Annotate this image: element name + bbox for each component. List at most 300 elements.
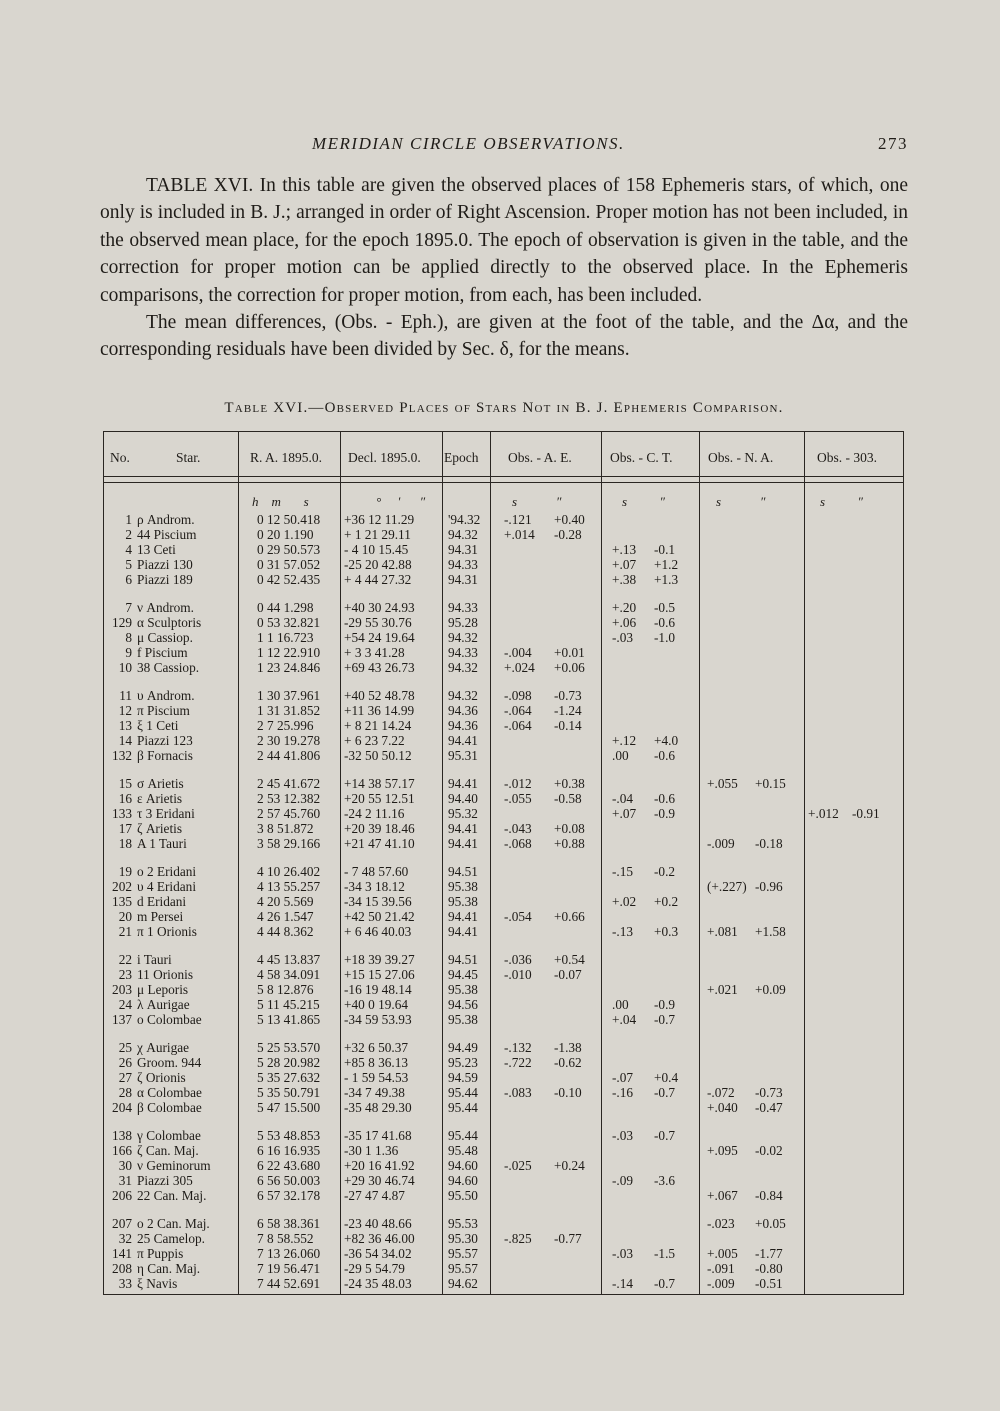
cell-number: 31 (118, 1173, 132, 1188)
cell-obs-ct-arc: +1.2 (654, 557, 679, 572)
cell-obs-ae-arc: -1.24 (554, 703, 582, 718)
cell-epoch: 95.44 (448, 1128, 478, 1143)
cell-epoch: 94.32 (448, 630, 478, 645)
cell-declination: - 4 10 15.45 (344, 542, 409, 557)
cell-obs-na-sec: -.009 (707, 836, 735, 851)
cell-number: 13 (118, 718, 132, 733)
cell-epoch: 94.41 (448, 836, 478, 851)
cell-declination: -29 55 30.76 (344, 615, 412, 630)
cell-right-ascension: 3 58 29.166 (257, 836, 321, 851)
cell-obs-na-sec: +.021 (707, 982, 738, 997)
table-row (104, 1100, 903, 1115)
cell-number: 132 (112, 748, 132, 763)
cell-obs-ct-sec: +.12 (612, 733, 637, 748)
cell-right-ascension: 4 44 8.362 (257, 924, 314, 939)
cell-star: Piazzi 305 (137, 1173, 193, 1188)
cell-epoch: 95.38 (448, 894, 478, 909)
cell-obs-ct-sec: -.16 (612, 1085, 634, 1100)
table-row (104, 1276, 903, 1291)
units-na: s ″ (716, 494, 766, 509)
cell-number: 9 (125, 645, 132, 660)
cell-right-ascension: 6 58 38.361 (257, 1216, 321, 1231)
cell-right-ascension: 7 8 58.552 (257, 1231, 314, 1246)
cell-number: 10 (118, 660, 132, 675)
header-no: No. (110, 450, 130, 465)
table-row (104, 821, 903, 836)
cell-star: π 1 Orionis (137, 924, 197, 939)
table-row (104, 1055, 903, 1070)
cell-obs-ct-arc: -0.6 (654, 615, 676, 630)
cell-epoch: 94.31 (448, 572, 478, 587)
cell-epoch: 94.33 (448, 600, 478, 615)
cell-right-ascension: 0 12 50.418 (257, 512, 321, 527)
cell-obs-ae-sec: -.132 (504, 1040, 532, 1055)
cell-obs-ct-arc: -0.6 (654, 748, 676, 763)
cell-star: μ Cassiop. (137, 630, 193, 645)
cell-number: 166 (112, 1143, 132, 1158)
table-row (104, 776, 903, 791)
table-row (104, 791, 903, 806)
cell-obs-ae-sec: -.036 (504, 952, 532, 967)
cell-declination: + 1 21 29.11 (344, 527, 411, 542)
cell-declination: +20 16 41.92 (344, 1158, 415, 1173)
cell-star: ξ Navis (137, 1276, 178, 1291)
cell-declination: +36 12 11.29 (344, 512, 415, 527)
cell-obs-ae-arc: -0.10 (554, 1085, 582, 1100)
cell-epoch: 94.45 (448, 967, 478, 982)
cell-obs-na-arc: -0.18 (755, 836, 783, 851)
cell-obs-ae-sec: -.098 (504, 688, 532, 703)
cell-obs-ae-arc: -0.73 (554, 688, 582, 703)
cell-obs-ae-arc: +0.24 (554, 1158, 585, 1173)
table-row (104, 836, 903, 851)
cell-right-ascension: 7 19 56.471 (257, 1261, 321, 1276)
units-ae: s ″ (512, 494, 562, 509)
cell-obs-ae-sec: -.043 (504, 821, 532, 836)
cell-epoch: 95.44 (448, 1085, 478, 1100)
cell-obs-ae-arc: +0.88 (554, 836, 585, 851)
cell-right-ascension: 3 8 51.872 (257, 821, 314, 836)
cell-star: α Colombae (137, 1085, 202, 1100)
cell-number: 208 (112, 1261, 132, 1276)
table-row (104, 1085, 903, 1100)
cell-right-ascension: 5 35 27.632 (257, 1070, 321, 1085)
table-row (104, 718, 903, 733)
cell-number: 20 (118, 909, 132, 924)
cell-obs-ct-sec: +.13 (612, 542, 637, 557)
header-epoch: Epoch (444, 450, 479, 465)
header-obs-ct: Obs. - C. T. (610, 450, 673, 465)
table-row (104, 982, 903, 997)
cell-obs-ae-arc: +0.01 (554, 645, 585, 660)
header-decl: Decl. 1895.0. (348, 450, 421, 465)
page-number: 273 (878, 134, 908, 153)
cell-obs-ct-sec: .00 (612, 997, 629, 1012)
cell-declination: +20 55 12.51 (344, 791, 415, 806)
cell-number: 14 (118, 733, 132, 748)
cell-right-ascension: 0 31 57.052 (257, 557, 321, 572)
cell-number: 26 (118, 1055, 132, 1070)
cell-right-ascension: 5 13 41.865 (257, 1012, 321, 1027)
cell-obs-na-arc: -0.96 (755, 879, 783, 894)
cell-star: υ Androm. (137, 688, 195, 703)
cell-declination: + 8 21 14.24 (344, 718, 412, 733)
cell-obs-ct-arc: -0.9 (654, 997, 676, 1012)
table-row (104, 630, 903, 645)
cell-obs-ct-arc: +1.3 (654, 572, 679, 587)
cell-star: υ 4 Eridani (137, 879, 197, 894)
cell-obs-na-sec: -.072 (707, 1085, 735, 1100)
cell-epoch: 95.57 (448, 1261, 478, 1276)
cell-declination: - 1 59 54.53 (344, 1070, 409, 1085)
cell-number: 7 (125, 600, 132, 615)
cell-epoch: 94.51 (448, 952, 478, 967)
cell-right-ascension: 1 30 37.961 (257, 688, 321, 703)
cell-number: 21 (118, 924, 132, 939)
cell-right-ascension: 4 10 26.402 (257, 864, 321, 879)
cell-number: 25 (118, 1040, 132, 1055)
cell-epoch: 95.50 (448, 1188, 478, 1203)
table-row (104, 997, 903, 1012)
cell-declination: -32 50 50.12 (344, 748, 412, 763)
cell-right-ascension: 1 23 24.846 (257, 660, 321, 675)
cell-epoch: 94.33 (448, 645, 478, 660)
cell-right-ascension: 6 16 16.935 (257, 1143, 321, 1158)
cell-number: 22 (118, 952, 132, 967)
cell-star: m Persei (137, 909, 184, 924)
cell-number: 6 (125, 572, 132, 587)
cell-obs-na-arc: +1.58 (755, 924, 786, 939)
cell-star: ο 2 Eridani (137, 864, 197, 879)
cell-epoch: 94.40 (448, 791, 478, 806)
table-row (104, 1188, 903, 1203)
cell-declination: -24 35 48.03 (344, 1276, 412, 1291)
cell-epoch: 94.62 (448, 1276, 478, 1291)
cell-obs-ae-sec: -.083 (504, 1085, 532, 1100)
cell-obs-ae-arc: -1.38 (554, 1040, 582, 1055)
cell-epoch: 94.32 (448, 688, 478, 703)
cell-star: μ Leporis (137, 982, 189, 997)
cell-right-ascension: 5 47 15.500 (257, 1100, 321, 1115)
cell-declination: + 6 46 40.03 (344, 924, 412, 939)
cell-epoch: 94.60 (448, 1158, 478, 1173)
cell-declination: +11 36 14.99 (344, 703, 415, 718)
cell-epoch: 94.33 (448, 557, 478, 572)
cell-number: 28 (118, 1085, 132, 1100)
cell-obs-ct-sec: -.03 (612, 1246, 634, 1261)
cell-obs-ct-arc: -0.2 (654, 864, 676, 879)
cell-epoch: 95.32 (448, 806, 478, 821)
cell-obs-na-sec: (+.227) (707, 879, 747, 894)
cell-right-ascension: 5 11 45.215 (257, 997, 320, 1012)
cell-right-ascension: 2 30 19.278 (257, 733, 321, 748)
cell-declination: -24 2 11.16 (344, 806, 405, 821)
table-row (104, 688, 903, 703)
cell-number: 137 (112, 1012, 132, 1027)
cell-number: 15 (118, 776, 132, 791)
cell-obs-ae-sec: -.054 (504, 909, 532, 924)
units-row (104, 494, 903, 510)
cell-obs-ae-arc: +0.66 (554, 909, 585, 924)
cell-declination: -23 40 48.66 (344, 1216, 412, 1231)
cell-star: ε Arietis (137, 791, 183, 806)
cell-star: ρ Androm. (137, 512, 195, 527)
table-row (104, 645, 903, 660)
table-row (104, 748, 903, 763)
running-title: MERIDIAN CIRCLE OBSERVATIONS. (312, 134, 625, 153)
cell-number: 4 (125, 542, 132, 557)
table-row (104, 924, 903, 939)
cell-star: 44 Piscium (137, 527, 197, 542)
cell-right-ascension: 5 28 20.982 (257, 1055, 321, 1070)
cell-obs-ae-sec: -.825 (504, 1231, 532, 1246)
cell-epoch: 94.31 (448, 542, 478, 557)
cell-obs-ct-arc: -1.5 (654, 1246, 676, 1261)
cell-number: 202 (112, 879, 132, 894)
cell-obs-ae-arc: +0.40 (554, 512, 585, 527)
cell-obs-na-sec: +.005 (707, 1246, 738, 1261)
cell-obs-na-arc: -0.02 (755, 1143, 783, 1158)
cell-right-ascension: 0 42 52.435 (257, 572, 321, 587)
cell-declination: +20 39 18.46 (344, 821, 415, 836)
cell-declination: +32 6 50.37 (344, 1040, 409, 1055)
cell-epoch: 95.44 (448, 1100, 478, 1115)
cell-obs-na-sec: +.040 (707, 1100, 738, 1115)
cell-star: 13 Ceti (137, 542, 176, 557)
cell-obs-ct-sec: +.07 (612, 806, 637, 821)
table-row (104, 1040, 903, 1055)
cell-obs-ct-sec: +.20 (612, 600, 637, 615)
cell-number: 33 (118, 1276, 132, 1291)
cell-obs-ct-sec: +.06 (612, 615, 637, 630)
table-row (104, 1261, 903, 1276)
cell-obs-ae-sec: -.121 (504, 512, 532, 527)
cell-obs-ae-arc: -0.28 (554, 527, 582, 542)
cell-declination: +54 24 19.64 (344, 630, 415, 645)
cell-number: 17 (118, 821, 132, 836)
cell-obs-na-arc: +0.05 (755, 1216, 786, 1231)
cell-number: 23 (118, 967, 132, 982)
cell-right-ascension: 2 45 41.672 (257, 776, 321, 791)
table-caption: Table XVI.—Observed Places of Stars Not in B. J. Ephemeris Comparison. (224, 400, 784, 416)
cell-star: ζ Can. Maj. (137, 1143, 199, 1158)
cell-number: 19 (118, 864, 132, 879)
cell-epoch: 94.56 (448, 997, 478, 1012)
cell-declination: -35 48 29.30 (344, 1100, 412, 1115)
cell-epoch: 95.48 (448, 1143, 478, 1158)
cell-star: 22 Can. Maj. (137, 1188, 207, 1203)
cell-star: β Colombae (137, 1100, 202, 1115)
cell-star: χ Aurigae (137, 1040, 190, 1055)
cell-declination: -35 17 41.68 (344, 1128, 412, 1143)
cell-obs-ae-sec: -.004 (504, 645, 532, 660)
cell-number: 8 (125, 630, 132, 645)
table-row (104, 806, 903, 821)
cell-star: ο 2 Can. Maj. (137, 1216, 210, 1231)
units-decl: ° ′ ″ (376, 494, 426, 509)
cell-obs-ct-sec: -.13 (612, 924, 634, 939)
cell-obs-na-sec: +.055 (707, 776, 738, 791)
table-row (104, 1246, 903, 1261)
cell-declination: -36 54 34.02 (344, 1246, 412, 1261)
cell-epoch: 94.41 (448, 909, 478, 924)
cell-obs-ct-sec: -.15 (612, 864, 634, 879)
cell-number: 206 (112, 1188, 132, 1203)
cell-star: η Can. Maj. (137, 1261, 201, 1276)
cell-epoch: 94.41 (448, 733, 478, 748)
cell-obs-na-arc: -0.47 (755, 1100, 783, 1115)
table-row (104, 600, 903, 615)
cell-number: 27 (118, 1070, 132, 1085)
table-row (104, 967, 903, 982)
table-row (104, 512, 903, 527)
cell-right-ascension: 2 53 12.382 (257, 791, 321, 806)
cell-obs-ae-sec: -.722 (504, 1055, 532, 1070)
cell-declination: +40 52 48.78 (344, 688, 415, 703)
cell-epoch: 94.41 (448, 776, 478, 791)
cell-obs-na-arc: -0.80 (755, 1261, 783, 1276)
table-row (104, 894, 903, 909)
cell-declination: - 7 48 57.60 (344, 864, 409, 879)
cell-epoch: 94.41 (448, 821, 478, 836)
header-rule (104, 482, 903, 483)
units-303: s ″ (820, 494, 863, 509)
cell-obs-ct-sec: +.07 (612, 557, 637, 572)
cell-epoch: 94.59 (448, 1070, 478, 1085)
cell-right-ascension: 5 35 50.791 (257, 1085, 321, 1100)
cell-number: 203 (112, 982, 132, 997)
cell-star: d Eridani (137, 894, 187, 909)
cell-number: 129 (112, 615, 132, 630)
cell-declination: +14 38 57.17 (344, 776, 415, 791)
cell-declination: -34 15 39.56 (344, 894, 412, 909)
cell-star: τ 3 Eridani (137, 806, 195, 821)
cell-star: A 1 Tauri (137, 836, 187, 851)
cell-right-ascension: 0 29 50.573 (257, 542, 321, 557)
cell-star: f Piscium (137, 645, 188, 660)
cell-star: π Piscium (137, 703, 190, 718)
cell-number: 207 (112, 1216, 132, 1231)
cell-right-ascension: 2 44 41.806 (257, 748, 321, 763)
table-row (104, 1143, 903, 1158)
cell-star: 25 Camelop. (137, 1231, 205, 1246)
cell-obs-ct-sec: .00 (612, 748, 629, 763)
cell-epoch: 95.28 (448, 615, 478, 630)
cell-obs-303-sec: +.012 (808, 806, 839, 821)
cell-declination: -16 19 48.14 (344, 982, 412, 997)
cell-obs-ct-sec: +.02 (612, 894, 637, 909)
cell-right-ascension: 6 57 32.178 (257, 1188, 321, 1203)
table-row (104, 557, 903, 572)
cell-obs-ae-sec: +.014 (504, 527, 535, 542)
cell-right-ascension: 4 58 34.091 (257, 967, 321, 982)
cell-epoch: '94.32 (448, 512, 481, 527)
header-obs-ae: Obs. - A. E. (508, 450, 572, 465)
cell-right-ascension: 0 44 1.298 (257, 600, 314, 615)
intro-paragraph-1: TABLE XVI. In this table are given the observed places of 158 Ephemeris stars, of which, one only is included in B. J.; arranged in order of Right Ascension. Proper motion has not been included, in the observed mean place, for the epoch 1895.0. The epoch of observation is given in the table, and the correction for proper motion can be applied directly to the observed place. In the Ephemeris comparisons, the correction for proper motion, from each, has been included. (100, 175, 908, 306)
cell-obs-ae-arc: +0.38 (554, 776, 585, 791)
cell-star: ο Colombae (137, 1012, 202, 1027)
cell-number: 141 (112, 1246, 132, 1261)
cell-epoch: 95.31 (448, 748, 478, 763)
cell-right-ascension: 4 13 55.257 (257, 879, 321, 894)
cell-epoch: 94.36 (448, 703, 478, 718)
cell-declination: +29 30 46.74 (344, 1173, 415, 1188)
cell-declination: -34 59 53.93 (344, 1012, 412, 1027)
cell-declination: -25 20 42.88 (344, 557, 412, 572)
cell-obs-ct-arc: -3.6 (654, 1173, 676, 1188)
cell-obs-ct-arc: -0.7 (654, 1012, 676, 1027)
cell-obs-ae-arc: -0.58 (554, 791, 582, 806)
units-ra: h m s (252, 494, 309, 509)
cell-star: ν Geminorum (137, 1158, 211, 1173)
cell-right-ascension: 6 22 43.680 (257, 1158, 321, 1173)
table-row (104, 527, 903, 542)
cell-number: 133 (112, 806, 132, 821)
cell-obs-ct-sec: +.38 (612, 572, 637, 587)
cell-declination: -34 3 18.12 (344, 879, 405, 894)
cell-epoch: 94.41 (448, 924, 478, 939)
cell-declination: +21 47 41.10 (344, 836, 415, 851)
cell-star: π Puppis (137, 1246, 184, 1261)
cell-right-ascension: 5 53 48.853 (257, 1128, 321, 1143)
cell-right-ascension: 1 1 16.723 (257, 630, 314, 645)
cell-obs-na-arc: -0.84 (755, 1188, 783, 1203)
header-star: Star. (176, 450, 201, 465)
cell-obs-na-sec: +.067 (707, 1188, 738, 1203)
cell-declination: +85 8 36.13 (344, 1055, 409, 1070)
cell-declination: -29 5 54.79 (344, 1261, 405, 1276)
cell-obs-na-sec: -.091 (707, 1261, 735, 1276)
cell-obs-ct-arc: +0.4 (654, 1070, 679, 1085)
cell-obs-ae-arc: +0.06 (554, 660, 585, 675)
cell-star: γ Colombae (137, 1128, 201, 1143)
cell-obs-na-sec: -.009 (707, 1276, 735, 1291)
table-row (104, 1012, 903, 1027)
table-row (104, 1128, 903, 1143)
table-row (104, 572, 903, 587)
cell-obs-ae-arc: -0.62 (554, 1055, 582, 1070)
cell-obs-ct-sec: -.03 (612, 630, 634, 645)
cell-declination: + 4 44 27.32 (344, 572, 412, 587)
cell-right-ascension: 4 45 13.837 (257, 952, 321, 967)
table-row (104, 879, 903, 894)
cell-star: ξ 1 Ceti (137, 718, 179, 733)
cell-obs-ct-arc: +0.2 (654, 894, 679, 909)
intro-paragraph-2: The mean differences, (Obs. - Eph.), are given at the foot of the table, and the Δα, and the corresponding residuals have been divided by Sec. δ, for the means. (100, 312, 908, 361)
table-row (104, 1070, 903, 1085)
cell-right-ascension: 2 57 45.760 (257, 806, 321, 821)
cell-star: λ Aurigae (137, 997, 190, 1012)
cell-epoch: 95.23 (448, 1055, 478, 1070)
cell-star: 11 Orionis (137, 967, 194, 982)
header-ra: R. A. 1895.0. (250, 450, 323, 465)
cell-star: ζ Orionis (137, 1070, 186, 1085)
cell-epoch: 94.60 (448, 1173, 478, 1188)
cell-right-ascension: 6 56 50.003 (257, 1173, 321, 1188)
cell-obs-na-sec: +.095 (707, 1143, 738, 1158)
table-row (104, 660, 903, 675)
cell-epoch: 94.32 (448, 660, 478, 675)
cell-number: 5 (125, 557, 132, 572)
cell-epoch: 95.57 (448, 1246, 478, 1261)
cell-declination: +42 50 21.42 (344, 909, 415, 924)
cell-number: 2 (125, 527, 132, 542)
cell-right-ascension: 7 44 52.691 (257, 1276, 321, 1291)
cell-obs-na-arc: -0.73 (755, 1085, 783, 1100)
cell-star: Piazzi 130 (137, 557, 193, 572)
table-row (104, 703, 903, 718)
